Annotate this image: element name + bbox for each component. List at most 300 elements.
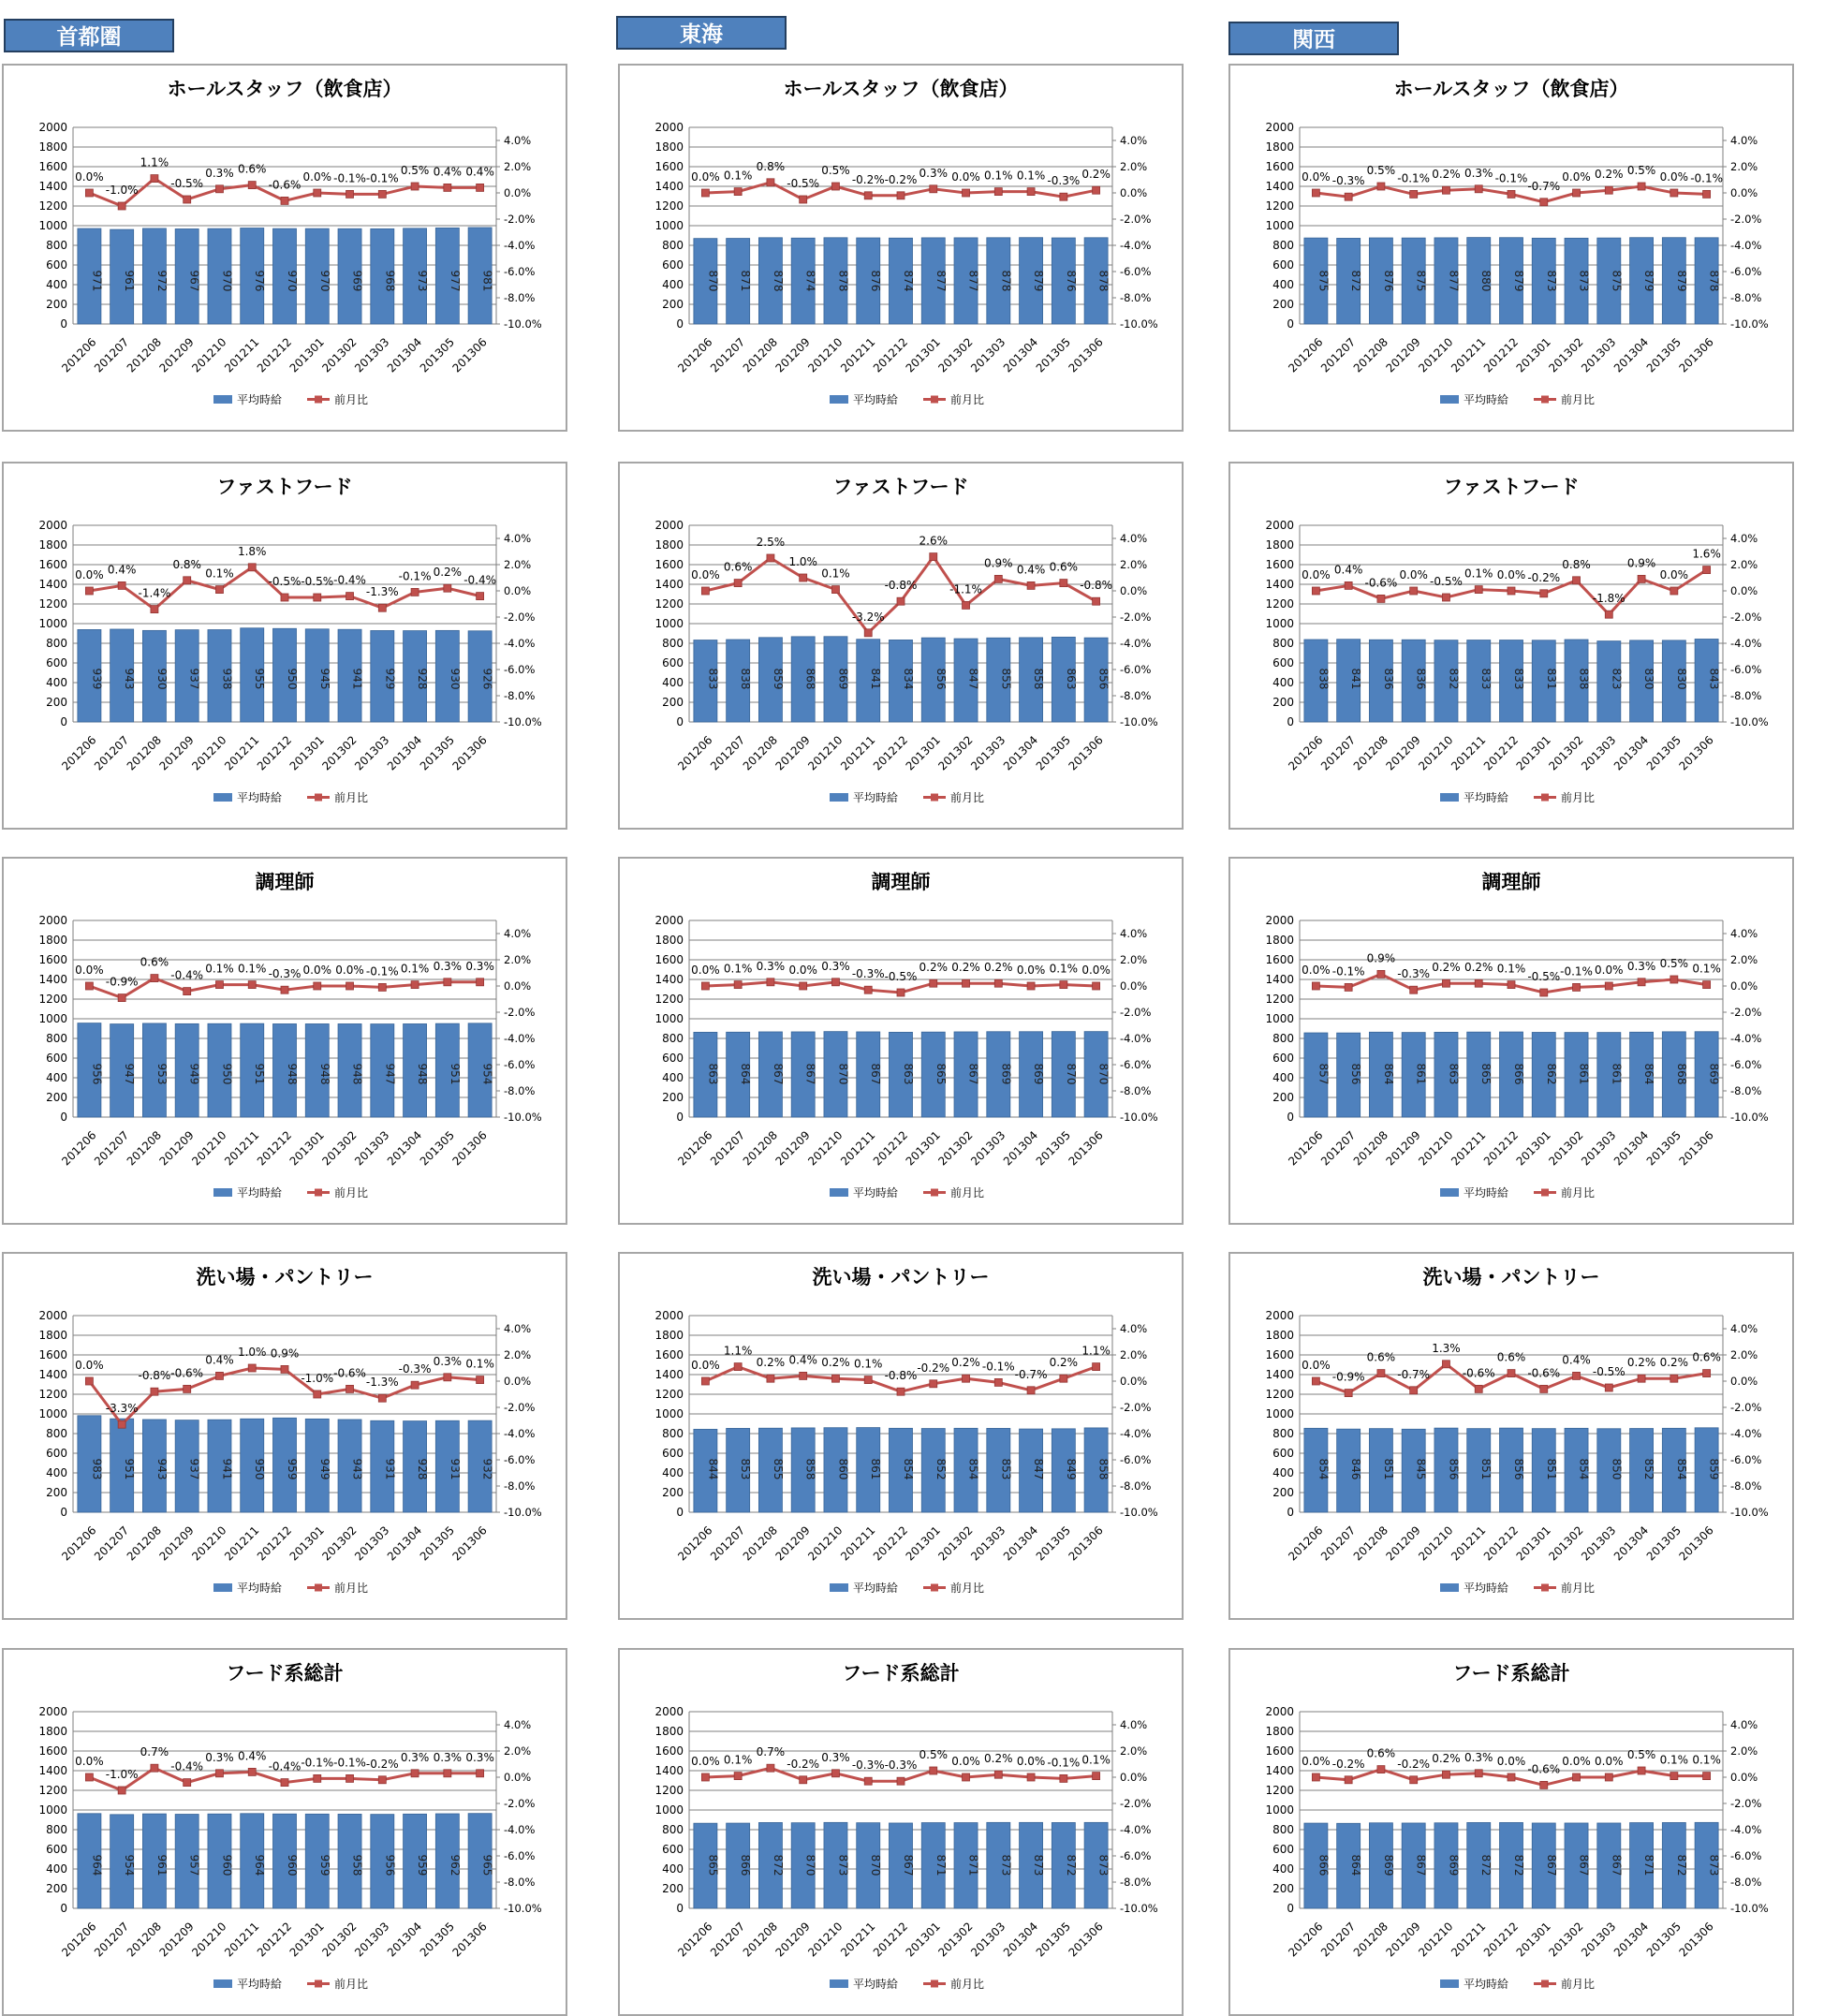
line-value-label: 0.0% [788, 964, 817, 977]
legend-swatch-marker [1541, 1584, 1549, 1592]
line-value-label: 0.1% [205, 567, 234, 581]
category-label: 201210 [189, 1128, 229, 1169]
bar-value-label: 878 [1707, 270, 1721, 292]
line-value-label: 0.2% [756, 1356, 786, 1370]
category-label: 201306 [1676, 1128, 1716, 1169]
line-marker [378, 983, 386, 991]
legend-label-line: 前月比 [950, 1978, 985, 1991]
line-value-label: 0.8% [1562, 557, 1591, 571]
bar-value-label: 879 [1032, 270, 1046, 292]
line-value-label: -0.2% [1331, 1757, 1365, 1771]
line-value-label: 0.5% [919, 1748, 949, 1761]
category-label: 201303 [968, 733, 1008, 773]
line-marker [1093, 1773, 1100, 1780]
line-value-label: 0.3% [465, 1750, 494, 1764]
line-marker [477, 1376, 484, 1384]
right-tick-label: 2.0% [504, 1744, 532, 1758]
category-label: 201210 [805, 335, 846, 375]
left-tick-label: 600 [46, 1447, 67, 1460]
category-label: 201206 [59, 335, 99, 375]
right-tick-label: -2.0% [504, 213, 536, 226]
line-marker [1312, 587, 1319, 595]
right-tick-label: -10.0% [1730, 715, 1769, 728]
right-tick-label: 2.0% [1730, 558, 1758, 571]
category-label: 201211 [838, 1920, 878, 1960]
line-marker [85, 982, 93, 990]
category-label: 201212 [254, 1920, 295, 1960]
category-label: 201304 [1611, 1920, 1652, 1960]
left-tick-label: 1200 [655, 1388, 684, 1401]
category-label: 201209 [1383, 1128, 1423, 1169]
region-label-shutoken: 首都圏 [4, 19, 174, 52]
legend-label-line: 前月比 [334, 1186, 369, 1199]
right-tick-label: -4.0% [1730, 637, 1762, 650]
right-tick-label: 4.0% [504, 927, 532, 940]
bar-value-label: 851 [1544, 1458, 1558, 1480]
category-label: 201211 [222, 733, 262, 773]
left-tick-label: 800 [46, 1427, 67, 1440]
legend-label-bar: 平均時給 [237, 1978, 283, 1991]
bar-value-label: 879 [1512, 270, 1525, 292]
category-label: 201304 [1000, 1920, 1041, 1960]
line-marker [800, 1372, 807, 1379]
line-value-label: -0.4% [463, 573, 497, 587]
bar-value-label: 870 [803, 1854, 817, 1876]
legend-swatch-bar [830, 1583, 848, 1592]
line-value-label: 0.0% [1562, 170, 1591, 184]
legend-swatch-marker [931, 794, 938, 802]
category-label: 201303 [352, 733, 392, 773]
chart-panel [1228, 1252, 1794, 1620]
line-value-label: 0.6% [1692, 1350, 1721, 1364]
line-value-label: 0.3% [433, 959, 463, 973]
line-value-label: 0.0% [302, 964, 332, 977]
bar-value-label: 959 [317, 1854, 331, 1876]
legend-label-bar: 平均時給 [853, 393, 899, 406]
bar-value-label: 856 [934, 668, 948, 690]
left-tick-label: 2000 [655, 1705, 684, 1718]
category-label: 201302 [319, 1128, 360, 1169]
line-value-label: -1.0% [105, 184, 139, 197]
line-value-label: 0.6% [1496, 1350, 1526, 1364]
left-tick-label: 1000 [655, 1012, 684, 1025]
category-label: 201304 [384, 1128, 425, 1169]
left-tick-label: 1800 [1265, 1329, 1294, 1342]
left-tick-label: 400 [662, 676, 684, 689]
line-value-label: -0.5% [1592, 1365, 1625, 1378]
chart-title: フード系総計 [842, 1662, 960, 1685]
category-label: 201303 [352, 1920, 392, 1960]
bar-value-label: 868 [1674, 1063, 1688, 1085]
bar-value-label: 878 [771, 270, 785, 292]
category-label: 201211 [838, 335, 878, 375]
bar-value-label: 876 [1064, 270, 1078, 292]
right-tick-label: -6.0% [1120, 1849, 1152, 1862]
category-label: 201301 [903, 335, 943, 375]
bar-value-label: 962 [448, 1854, 462, 1876]
category-label: 201305 [1643, 1920, 1684, 1960]
left-tick-label: 1600 [38, 558, 67, 571]
line-value-label: 0.0% [1081, 964, 1111, 977]
bar-value-label: 947 [123, 1063, 137, 1085]
chart-title: フード系総計 [226, 1662, 344, 1685]
legend-label-line: 前月比 [1561, 1186, 1596, 1199]
left-tick-label: 400 [1272, 676, 1294, 689]
line-value-label: 0.5% [821, 164, 850, 177]
left-tick-label: 0 [676, 317, 684, 331]
left-tick-label: 1400 [1265, 578, 1294, 591]
category-label: 201304 [1611, 335, 1652, 375]
line-marker [1377, 970, 1385, 978]
line-marker [346, 1385, 354, 1392]
category-label: 201208 [740, 733, 781, 773]
right-tick-label: -8.0% [1730, 291, 1762, 304]
bar-value-label: 851 [1381, 1458, 1395, 1480]
line-marker [1605, 982, 1612, 990]
left-tick-label: 400 [46, 278, 67, 291]
line-value-label: -0.1% [1397, 171, 1431, 185]
bar-value-label: 945 [317, 668, 331, 690]
line-marker [444, 979, 451, 986]
category-label: 201301 [1513, 335, 1553, 375]
category-label: 201304 [1000, 335, 1041, 375]
legend-swatch-marker [315, 794, 322, 802]
right-tick-label: -4.0% [1120, 1823, 1152, 1836]
category-label: 201209 [1383, 335, 1423, 375]
category-label: 201305 [1643, 733, 1684, 773]
bar-value-label: 838 [1317, 668, 1331, 690]
bar-value-label: 867 [869, 1063, 883, 1085]
right-tick-label: -2.0% [1730, 611, 1762, 624]
line-value-label: 2.5% [756, 536, 786, 549]
category-label: 201207 [1317, 1128, 1359, 1169]
line-value-label: -0.6% [268, 178, 302, 192]
left-tick-label: 1000 [1265, 1407, 1294, 1420]
line-value-label: -0.1% [365, 171, 399, 185]
left-tick-label: 1800 [1265, 140, 1294, 154]
left-tick-label: 200 [46, 1882, 67, 1895]
line-marker [1508, 190, 1515, 198]
line-value-label: -0.1% [333, 1756, 366, 1770]
category-label: 201305 [1643, 1128, 1684, 1169]
line-value-label: -0.6% [1527, 1762, 1561, 1776]
right-tick-label: -4.0% [1730, 1427, 1762, 1440]
chart-panel [1228, 1648, 1794, 2016]
line-value-label: -1.8% [1592, 592, 1625, 606]
bar-value-label: 928 [416, 668, 430, 690]
right-tick-label: -6.0% [1120, 663, 1152, 676]
category-label: 201212 [1480, 1128, 1522, 1169]
left-tick-label: 1000 [38, 1012, 67, 1025]
left-tick-label: 800 [662, 637, 684, 650]
bar-value-label: 972 [154, 270, 169, 292]
left-tick-label: 0 [676, 1902, 684, 1915]
left-tick-label: 200 [1272, 1882, 1294, 1895]
line-marker [1345, 193, 1352, 200]
line-marker [701, 1377, 709, 1385]
left-tick-label: 1800 [655, 934, 684, 947]
line-marker [1060, 1375, 1067, 1382]
line-marker [930, 979, 937, 987]
line-marker [831, 1770, 839, 1777]
line-marker [215, 1770, 223, 1777]
legend-swatch-bar [1440, 1583, 1459, 1592]
left-tick-label: 400 [46, 676, 67, 689]
line-marker [701, 982, 709, 990]
right-tick-label: 0.0% [1730, 186, 1758, 199]
category-label: 201303 [1579, 335, 1619, 375]
right-tick-label: -10.0% [504, 317, 542, 331]
legend-label-bar: 平均時給 [853, 1582, 899, 1595]
bar-value-label: 869 [1032, 1063, 1046, 1085]
bar-value-label: 967 [187, 270, 201, 292]
right-tick-label: -4.0% [1730, 239, 1762, 252]
category-label: 201206 [1286, 733, 1326, 773]
chart-title: 調理師 [1481, 871, 1541, 893]
left-tick-label: 800 [46, 637, 67, 650]
left-tick-label: 400 [46, 1862, 67, 1876]
line-marker [1027, 1773, 1035, 1781]
right-tick-label: -2.0% [1730, 1006, 1762, 1019]
chart-panel [618, 1252, 1184, 1620]
left-tick-label: 1600 [655, 160, 684, 173]
right-tick-label: -8.0% [504, 689, 536, 702]
category-label: 201211 [1449, 1920, 1489, 1960]
bar-value-label: 872 [771, 1854, 785, 1876]
line-value-label: 0.2% [1595, 168, 1624, 182]
line-value-label: 0.1% [237, 962, 267, 976]
legend-label-bar: 平均時給 [237, 1186, 283, 1199]
category-label: 201302 [935, 1523, 976, 1564]
category-label: 201206 [59, 1128, 99, 1169]
right-tick-label: 0.0% [504, 186, 532, 199]
bar-value-label: 863 [902, 1063, 915, 1085]
legend-label-line: 前月比 [1561, 1582, 1596, 1595]
line-marker [1442, 979, 1449, 987]
bar-value-label: 976 [253, 270, 267, 292]
line-marker [151, 975, 158, 982]
region-label-kansai: 関西 [1228, 22, 1399, 55]
legend-label-bar: 平均時給 [237, 1582, 283, 1595]
line-marker [281, 1365, 288, 1373]
category-label: 201303 [968, 1920, 1008, 1960]
legend-swatch-marker [1541, 1189, 1549, 1197]
line-marker [411, 1770, 419, 1777]
line-value-label: 0.0% [1016, 964, 1046, 977]
right-tick-label: -8.0% [1120, 1876, 1152, 1889]
category-label: 201305 [1033, 1128, 1073, 1169]
right-tick-label: -2.0% [1730, 1401, 1762, 1414]
category-label: 201303 [352, 1523, 392, 1564]
category-label: 201208 [740, 1128, 781, 1169]
right-tick-label: -10.0% [504, 715, 542, 728]
right-tick-label: 0.0% [1120, 186, 1148, 199]
legend-label-bar: 平均時給 [1464, 791, 1509, 804]
category-label: 201212 [870, 1523, 911, 1564]
line-value-label: -0.1% [398, 569, 432, 583]
category-label: 201208 [740, 1523, 781, 1564]
right-tick-label: 4.0% [1730, 927, 1758, 940]
chart-title: ファストフード [1443, 476, 1580, 498]
line-marker [151, 1388, 158, 1395]
right-tick-label: 2.0% [1120, 1744, 1148, 1758]
bar-value-label: 873 [1577, 270, 1591, 292]
line-value-label: 0.3% [919, 166, 949, 180]
line-value-label: -3.2% [851, 610, 885, 624]
line-marker [1093, 597, 1100, 605]
left-tick-label: 1000 [1265, 219, 1294, 232]
left-tick-label: 400 [1272, 1071, 1294, 1084]
line-value-label: -0.1% [365, 964, 399, 979]
category-label: 201305 [1033, 1523, 1073, 1564]
bar-value-label: 846 [1349, 1458, 1363, 1480]
category-label: 201209 [772, 1128, 813, 1169]
line-marker [215, 185, 223, 193]
bar-value-label: 970 [286, 270, 299, 292]
category-label: 201305 [417, 1920, 457, 1960]
line-marker [1508, 587, 1515, 595]
line-value-label: 0.0% [1016, 1755, 1046, 1768]
line-marker [1410, 587, 1418, 595]
category-label: 201211 [222, 1128, 262, 1169]
line-value-label: -0.2% [851, 172, 885, 186]
right-tick-label: 2.0% [1120, 953, 1148, 966]
line-value-label: -1.4% [138, 586, 171, 600]
line-marker [85, 1773, 93, 1781]
legend-swatch-bar [830, 793, 848, 802]
line-value-label: -0.2% [787, 1757, 820, 1771]
bar-value-label: 852 [1642, 1458, 1656, 1480]
line-marker [1638, 575, 1645, 582]
line-marker [1475, 586, 1482, 594]
right-tick-label: -2.0% [1730, 1797, 1762, 1810]
bar-value-label: 867 [803, 1063, 817, 1085]
category-label: 201304 [384, 1523, 425, 1564]
bar-value-label: 969 [350, 270, 364, 292]
chart-svg [1230, 1254, 1792, 1618]
right-tick-label: -6.0% [1120, 265, 1152, 278]
left-tick-label: 1400 [1265, 1764, 1294, 1777]
category-label: 201208 [1350, 1920, 1391, 1960]
category-label: 201303 [1579, 1920, 1619, 1960]
line-marker [994, 188, 1002, 196]
left-tick-label: 1800 [1265, 1725, 1294, 1738]
line-value-label: -0.5% [1527, 970, 1561, 983]
left-tick-label: 600 [46, 1052, 67, 1065]
category-label: 201206 [1286, 1920, 1326, 1960]
line-marker [151, 1764, 158, 1772]
category-label: 201212 [254, 1523, 295, 1564]
right-tick-label: 2.0% [504, 558, 532, 571]
line-value-label: 0.0% [1595, 964, 1624, 977]
chart-panel [618, 1648, 1184, 2016]
category-label: 201207 [707, 1920, 748, 1960]
category-label: 201303 [968, 1128, 1008, 1169]
left-tick-label: 1400 [38, 578, 67, 591]
line-value-label: 0.0% [1562, 1755, 1591, 1768]
bar-value-label: 872 [1479, 1854, 1493, 1876]
left-tick-label: 0 [60, 1902, 67, 1915]
line-value-label: 0.1% [853, 1357, 883, 1371]
category-label: 201208 [124, 335, 165, 375]
bar-value-label: 958 [350, 1854, 364, 1876]
line-value-label: -1.0% [301, 1372, 334, 1385]
chart-svg [1230, 464, 1792, 828]
bar-value-label: 877 [966, 270, 980, 292]
right-tick-label: -10.0% [504, 1902, 542, 1915]
category-label: 201210 [1416, 1523, 1456, 1564]
category-label: 201302 [319, 1523, 360, 1564]
bar-value-label: 950 [286, 668, 299, 690]
category-label: 201302 [319, 733, 360, 773]
bar-value-label: 855 [999, 668, 1013, 690]
line-marker [1377, 595, 1385, 602]
category-label: 201306 [1676, 1920, 1716, 1960]
line-marker [411, 183, 419, 190]
line-value-label: 0.4% [465, 165, 494, 179]
left-tick-label: 1600 [38, 1744, 67, 1758]
line-value-label: -0.2% [365, 1757, 399, 1771]
right-tick-label: -4.0% [1120, 1427, 1152, 1440]
bar-value-label: 859 [1707, 1458, 1721, 1480]
legend-label-line: 前月比 [950, 791, 985, 804]
line-marker [248, 564, 256, 571]
right-tick-label: -6.0% [1730, 1453, 1762, 1466]
right-tick-label: -6.0% [1730, 265, 1762, 278]
line-marker [1442, 1361, 1449, 1368]
bar-value-label: 874 [803, 270, 817, 292]
bar-value-label: 949 [317, 1458, 331, 1480]
right-tick-label: -10.0% [1730, 1111, 1769, 1124]
bar-value-label: 956 [383, 1854, 397, 1876]
line-marker [963, 189, 970, 197]
category-label: 201209 [1383, 1920, 1423, 1960]
bar-value-label: 956 [90, 1063, 104, 1085]
right-tick-label: -10.0% [1730, 1506, 1769, 1519]
line-value-label: 0.0% [951, 170, 980, 184]
chart-svg [1230, 859, 1792, 1223]
line-value-label: 1.1% [1081, 1344, 1111, 1358]
line-value-label: 0.9% [984, 556, 1013, 570]
bar-value-label: 867 [966, 1063, 980, 1085]
line-value-label: 0.6% [1366, 1746, 1396, 1760]
chart-title: 調理師 [871, 871, 931, 893]
category-label: 201207 [707, 1523, 748, 1564]
left-tick-label: 1200 [655, 993, 684, 1006]
left-tick-label: 200 [46, 696, 67, 709]
line-marker [248, 1768, 256, 1775]
line-marker [151, 175, 158, 183]
bar-value-label: 872 [1349, 270, 1363, 292]
left-tick-label: 1800 [1265, 934, 1294, 947]
bar-value-label: 938 [220, 668, 234, 690]
legend-swatch-marker [1541, 396, 1549, 404]
line-value-label: -0.5% [884, 970, 918, 983]
category-label: 201207 [1317, 1523, 1359, 1564]
bar-value-label: 968 [383, 270, 397, 292]
line-marker [1670, 189, 1678, 197]
left-tick-label: 1600 [1265, 558, 1294, 571]
bar-value-label: 869 [1447, 1854, 1461, 1876]
right-tick-label: -4.0% [1730, 1032, 1762, 1045]
category-label: 201211 [222, 335, 262, 375]
bar-value-label: 954 [123, 1854, 137, 1876]
category-label: 201304 [1000, 1128, 1041, 1169]
bar-value-label: 870 [1096, 1063, 1111, 1085]
line-marker [1345, 1390, 1352, 1397]
line-marker [378, 1394, 386, 1402]
chart-title: 洗い場・パントリー [1422, 1266, 1600, 1288]
